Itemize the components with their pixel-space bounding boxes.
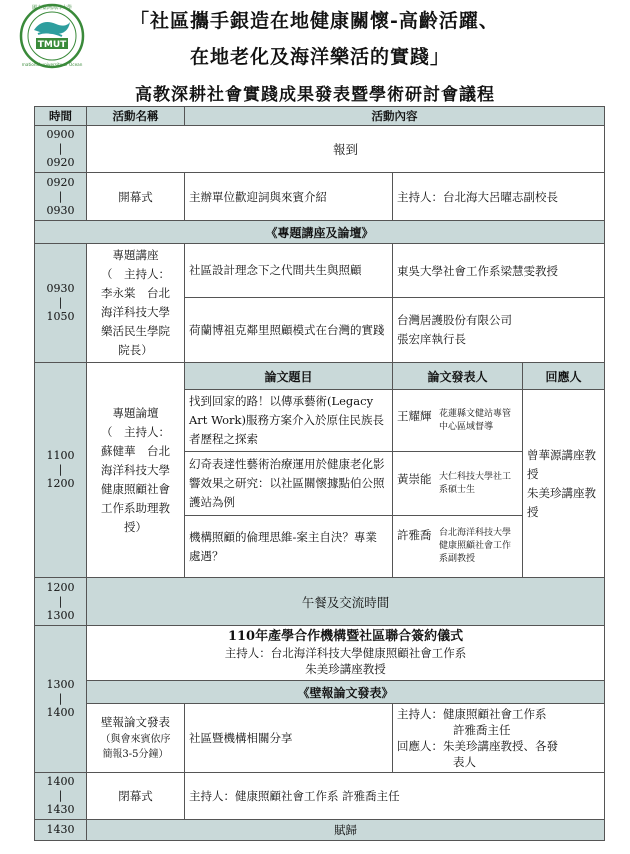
svg-text:TMUT: TMUT: [37, 40, 67, 50]
poster-content: 社區暨機構相關分享: [185, 704, 393, 773]
time-start: 0920: [46, 175, 75, 189]
signing-ceremony: [87, 626, 605, 681]
time-end: 1300: [46, 608, 75, 622]
time-start: 0930: [46, 282, 75, 295]
agenda-row-poster: [35, 704, 605, 773]
closing-content: 主持人：健康照顧社會工作系 許雅喬主任: [185, 773, 605, 820]
opening-content: 主辦單位歡迎詞與來賓介紹: [185, 173, 393, 221]
time-sep: |: [58, 594, 63, 608]
time-cell: [35, 126, 87, 173]
poster-note: （與會來賓依序 簡報3-5分鐘）: [100, 734, 171, 760]
time-start: 1430: [46, 823, 75, 836]
presenter-affiliation: 花蓮縣文健站專管中心區域督導: [439, 408, 512, 432]
presenter-affiliation: 大仁科技大學社工系碩士生: [439, 471, 512, 495]
closing-name: 閉幕式: [87, 773, 185, 820]
agenda-row-closing: [35, 773, 605, 820]
time-sep: |: [58, 789, 63, 802]
table-header-row: [35, 107, 605, 126]
time-end: 0930: [46, 203, 75, 217]
time-sep: |: [58, 463, 63, 476]
time-start: 1200: [46, 580, 75, 594]
speaker-2-person: 張宏庠執行長: [397, 332, 466, 347]
agenda-row-checkin: [35, 126, 605, 173]
poster-hosts: [393, 704, 605, 773]
time-start: 0900: [46, 128, 75, 141]
section-band-row: [35, 221, 605, 244]
agenda-subtitle: 高教深耕社會實踐成果發表暨學術研討會議程: [135, 85, 495, 105]
section-band-row: [35, 681, 605, 704]
lecture-topic-2: 荷蘭博祖克鄰里照顧模式在台灣的實踐: [185, 298, 393, 363]
lecture-speaker-2: [393, 298, 605, 363]
time-cell: [35, 173, 87, 221]
lunch-content: 午餐及交流時間: [87, 578, 605, 626]
presenter-name: 許雅喬: [397, 528, 432, 542]
section-band-lectures: 《專題講座及論壇》: [35, 221, 605, 244]
agenda-row-lunch: [35, 578, 605, 626]
paper-topic: 找到回家的路！以傳承藝術(Legacy Art Work)服務方案介入於原住民族長者歷程之探索: [185, 390, 393, 452]
poster-respondent-cont: 表人: [453, 755, 476, 769]
time-start: 1300: [46, 678, 75, 691]
section-band-poster: 《壁報論文發表》: [87, 681, 605, 704]
agenda-table: [34, 106, 605, 841]
svg-text:rnational university of Ocean: rnational university of Ocean: [21, 62, 83, 67]
poster-respondent: 回應人：朱美珍講座教授、各發: [397, 739, 558, 753]
paper-topic: 幻奇表達性藝術治療運用於健康老化影響效果之研究：以社區關懷據點伯公照護站為例: [185, 452, 393, 516]
time-end: 1400: [46, 706, 75, 719]
time-sep: |: [58, 692, 63, 705]
time-cell: [35, 244, 87, 363]
time-cell: [35, 363, 87, 578]
speaker-2-org: 台灣居護股份有限公司: [397, 313, 512, 328]
agenda-row-lecture-1: [35, 244, 605, 298]
presenter-name: 黃崇能: [397, 471, 432, 486]
agenda-row-opening: [35, 173, 605, 221]
col-header-name: 活動名稱: [87, 107, 185, 126]
col-header-content: 活動內容: [185, 107, 605, 126]
time-start: 1100: [46, 449, 75, 462]
signing-host: 主持人：台北海洋科技大學健康照顧社會工作系: [224, 646, 467, 660]
poster-name-cell: [87, 704, 185, 773]
checkin-content: 報到: [87, 126, 605, 173]
signing-title: 110年產學合作機構暨社區聯合簽約儀式: [227, 629, 464, 644]
lecture-topic-1: 社區設計理念下之代間共生與照顧: [185, 244, 393, 298]
page-header: [0, 0, 630, 105]
paper-presenter: [393, 390, 523, 452]
time-sep: |: [58, 296, 63, 309]
time-cell: [35, 578, 87, 626]
forum-head-respondent: 回應人: [523, 363, 605, 390]
paper-presenter: [393, 452, 523, 516]
paper-topic: 機構照顧的倫理思維-案主自決？專業處遇？: [185, 516, 393, 578]
time-end: 1430: [46, 803, 75, 816]
agenda-row-departure: [35, 820, 605, 841]
poster-name: 壁報論文發表: [101, 715, 170, 729]
col-header-time: 時間: [35, 107, 87, 126]
time-sep: |: [58, 142, 63, 155]
presenter-name: 王耀輝: [397, 408, 432, 423]
lecture-speaker-1: 東吳大學社會工作系梁慧雯教授: [393, 244, 605, 298]
svg-text:國立臺灣海洋大學: 國立臺灣海洋大學: [31, 5, 73, 11]
university-logo: [12, 0, 108, 70]
time-end: 0920: [46, 156, 75, 169]
signing-host-name: 朱美珍講座教授: [305, 662, 386, 676]
opening-host: 主持人：台北海大呂曜志副校長: [393, 173, 605, 221]
paper-presenter: [393, 516, 523, 578]
time-sep: |: [58, 189, 63, 203]
forum-respondents: 曾華源講座教授 朱美珍講座教授: [523, 390, 605, 578]
poster-host: 主持人：健康照顧社會工作系: [397, 707, 547, 721]
opening-name: 開幕式: [87, 173, 185, 221]
time-cell: [35, 820, 87, 841]
title-line-2: 在地老化及海洋樂活的實踐」: [190, 46, 451, 68]
agenda-row-signing: [35, 626, 605, 681]
forum-header-row: [35, 363, 605, 390]
title-line-1: 「社區攜手銀造在地健康關懷-高齡活躍、: [130, 10, 499, 32]
presenter-affiliation: 台北海洋科技大學健康照顧社會工作系副教授: [439, 528, 512, 564]
time-cell: [35, 626, 87, 773]
forum-name: 專題論壇 （ 主持人： 蘇健華 台北 海洋科技大學 健康照顧社會 工作系助理教 授）: [87, 363, 185, 578]
lecture-name: 專題講座 （ 主持人： 李永棠 台北 海洋科技大學 樂活民生學院 院長）: [87, 244, 185, 363]
time-end: 1200: [46, 477, 75, 490]
forum-head-topic: 論文題目: [185, 363, 393, 390]
time-end: 1050: [46, 310, 75, 323]
poster-host-name: 許雅喬主任: [453, 723, 511, 737]
forum-head-presenter: 論文發表人: [393, 363, 523, 390]
time-start: 1400: [46, 775, 75, 788]
time-cell: [35, 773, 87, 820]
departure-content: 賦歸: [87, 820, 605, 841]
